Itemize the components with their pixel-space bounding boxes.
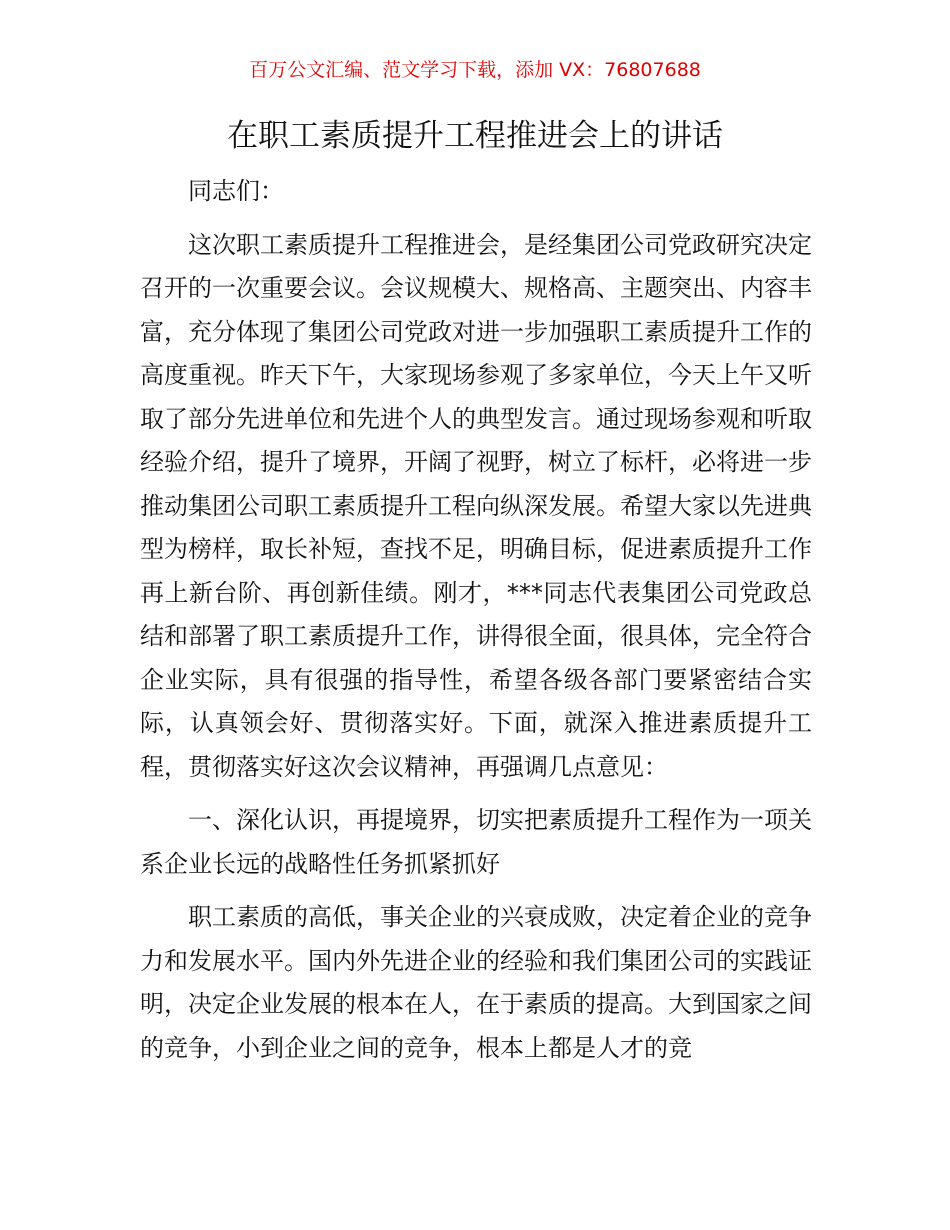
salutation: 同志们： — [188, 177, 284, 205]
paragraph-section-1: 职工素质的高低，事关企业的兴衰成败，决定着企业的竞争力和发展水平。国内外先进企业的经验和我们集团公司的实践证明，决定企业发展的根本在人，在于素质的提高。大到国家之间的竞争，小到企业之间的竞争，根本上都是人才的竞 — [140, 903, 812, 1062]
watermark-header: 百万公文汇编、范文学习下载，添加 VX：76807688 — [249, 59, 701, 81]
section-heading-1: 一、深化认识，再提境界，切实把素质提升工程作为一项关系企业长远的战略性任务抓紧抓好 — [140, 806, 812, 878]
document-body — [140, 170, 812, 1070]
paragraph-intro: 这次职工素质提升工程推进会，是经集团公司党政研究决定召开的一次重要会议。会议规模大、规格高、主题突出、内容丰富，充分体现了集团公司党政对进一步加强职工素质提升工作的高度重视。昨天下午，大家现场参观了多家单位，今天上午又听取了部分先进单位和先进个人的典型发言。通过现场参观和听取经验介绍，提升了境界，开阔了视野，树立了标杆，必将进一步推动集团公司职工素质提升工程向纵深发展。希望大家以先进典型为榜样，取长补短，查找不足，明确目标，促进素质提升工作再上新台阶、再创新佳绩。刚才，***同志代表集团公司党政总结和部署了职工素质提升工作，讲得很全面，很具体，完全符合企业实际，具有很强的指导性，希望各级各部门要紧密结合实际，认真领会好、贯彻落实好。下面，就深入推进素质提升工程，贯彻落实好这次会议精神，再强调几点意见： — [140, 230, 812, 781]
document-title: 在职工素质提升工程推进会上的讲话 — [227, 118, 723, 154]
